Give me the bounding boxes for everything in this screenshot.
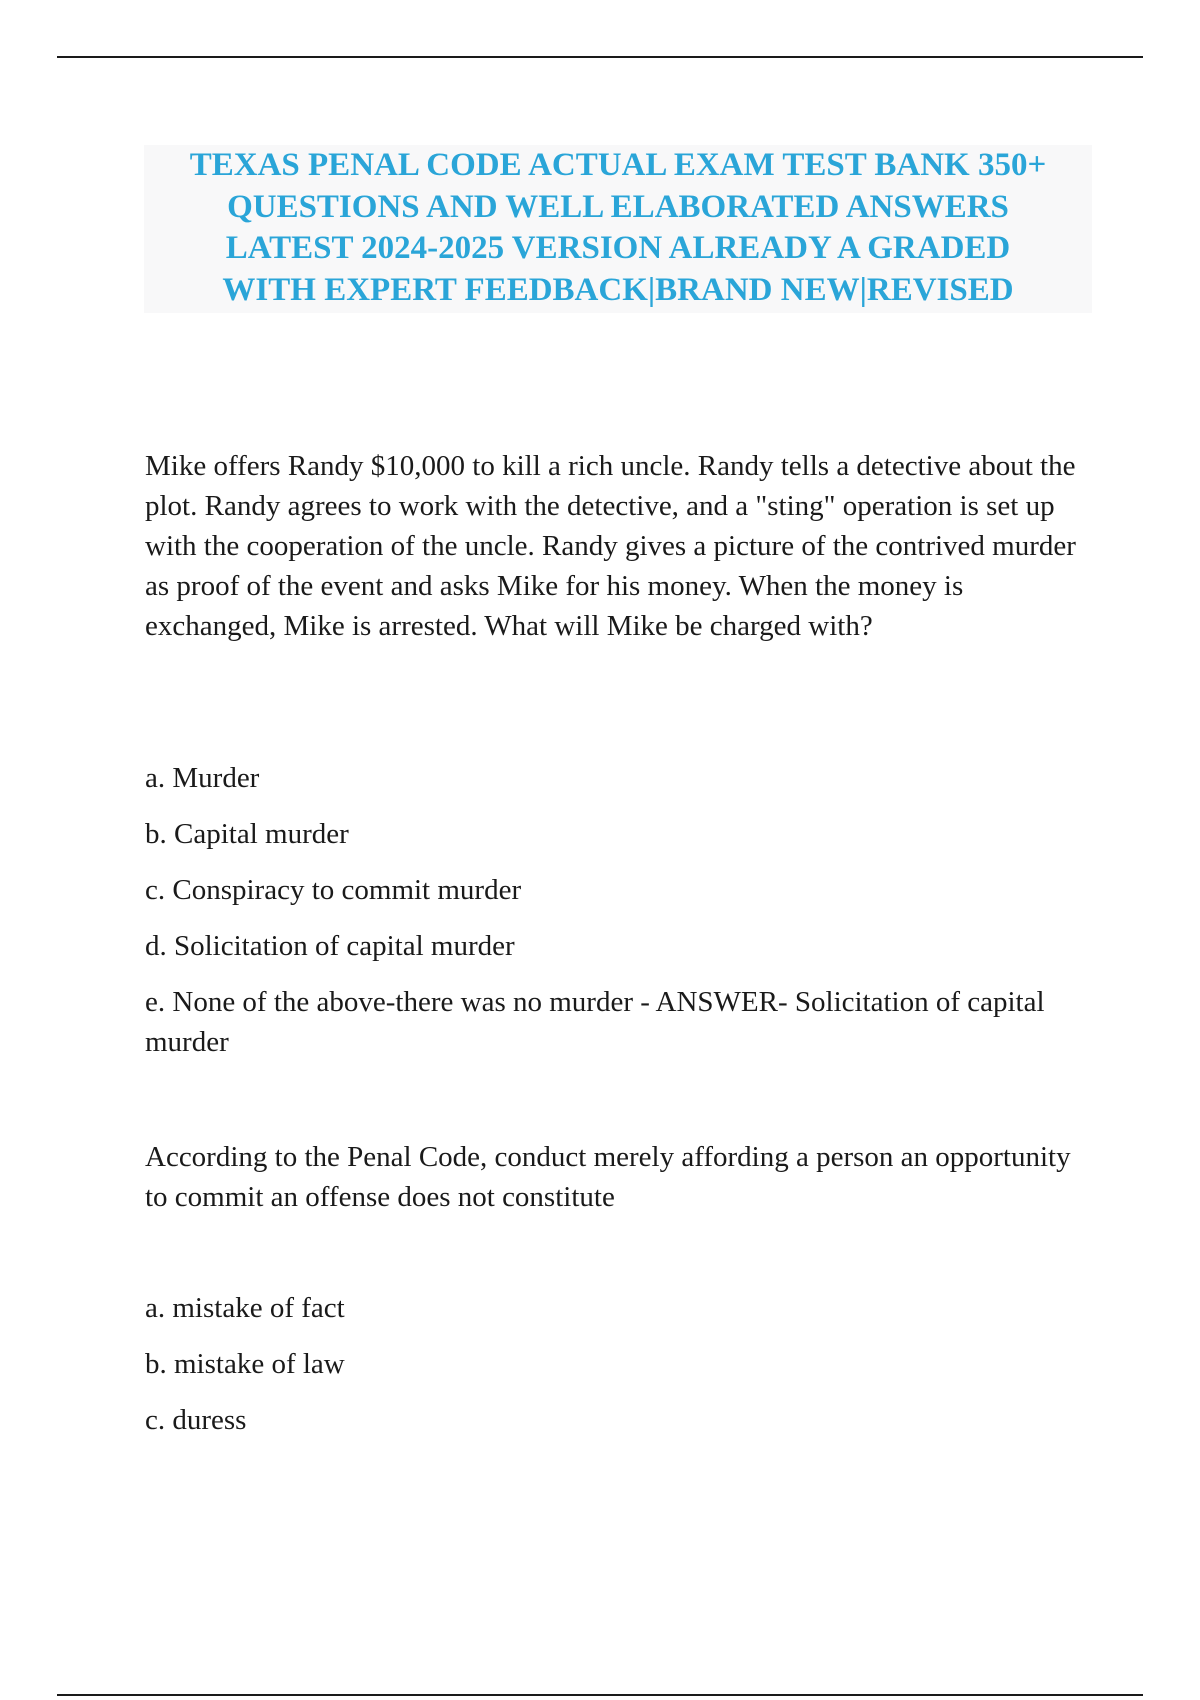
option-item: a. mistake of fact bbox=[145, 1292, 345, 1324]
question-2-options bbox=[145, 1288, 1095, 1456]
title-line: QUESTIONS AND WELL ELABORATED ANSWERS bbox=[227, 188, 1009, 225]
question-2-text: According to the Penal Code, conduct merely affording a person an opportunity to commit an offense does not constitute bbox=[145, 1141, 1071, 1213]
question-1-options bbox=[145, 758, 1095, 1078]
document-title bbox=[144, 145, 1092, 313]
title-line: WITH EXPERT FEEDBACK|BRAND NEW|REVISED bbox=[222, 271, 1014, 308]
title-line: TEXAS PENAL CODE ACTUAL EXAM TEST BANK 350+ bbox=[189, 147, 1047, 183]
option-item: e. None of the above-there was no murder - ANSWER- Solicitation of capital murder bbox=[145, 986, 1045, 1058]
option-item: a. Murder bbox=[145, 762, 260, 794]
option-item: c. duress bbox=[145, 1404, 247, 1436]
option-item: b. mistake of law bbox=[145, 1348, 345, 1380]
top-rule bbox=[57, 56, 1143, 58]
title-line: LATEST 2024-2025 VERSION ALREADY A GRADED bbox=[225, 230, 1011, 266]
bottom-rule bbox=[57, 1694, 1143, 1696]
option-item: d. Solicitation of capital murder bbox=[145, 930, 515, 962]
question-1-text: Mike offers Randy $10,000 to kill a rich uncle. Randy tells a detective about the plot. Randy agrees to work with the detective, and a "sting" operation is set up with the cooperation of the uncle. Randy gives a picture of the contrived murder as proof of the event and asks Mike for his money. When the money is exchanged, Mike is arrested. What will Mike be charged with? bbox=[145, 450, 1076, 642]
option-item: b. Capital murder bbox=[145, 818, 349, 850]
option-item: c. Conspiracy to commit murder bbox=[145, 874, 522, 906]
